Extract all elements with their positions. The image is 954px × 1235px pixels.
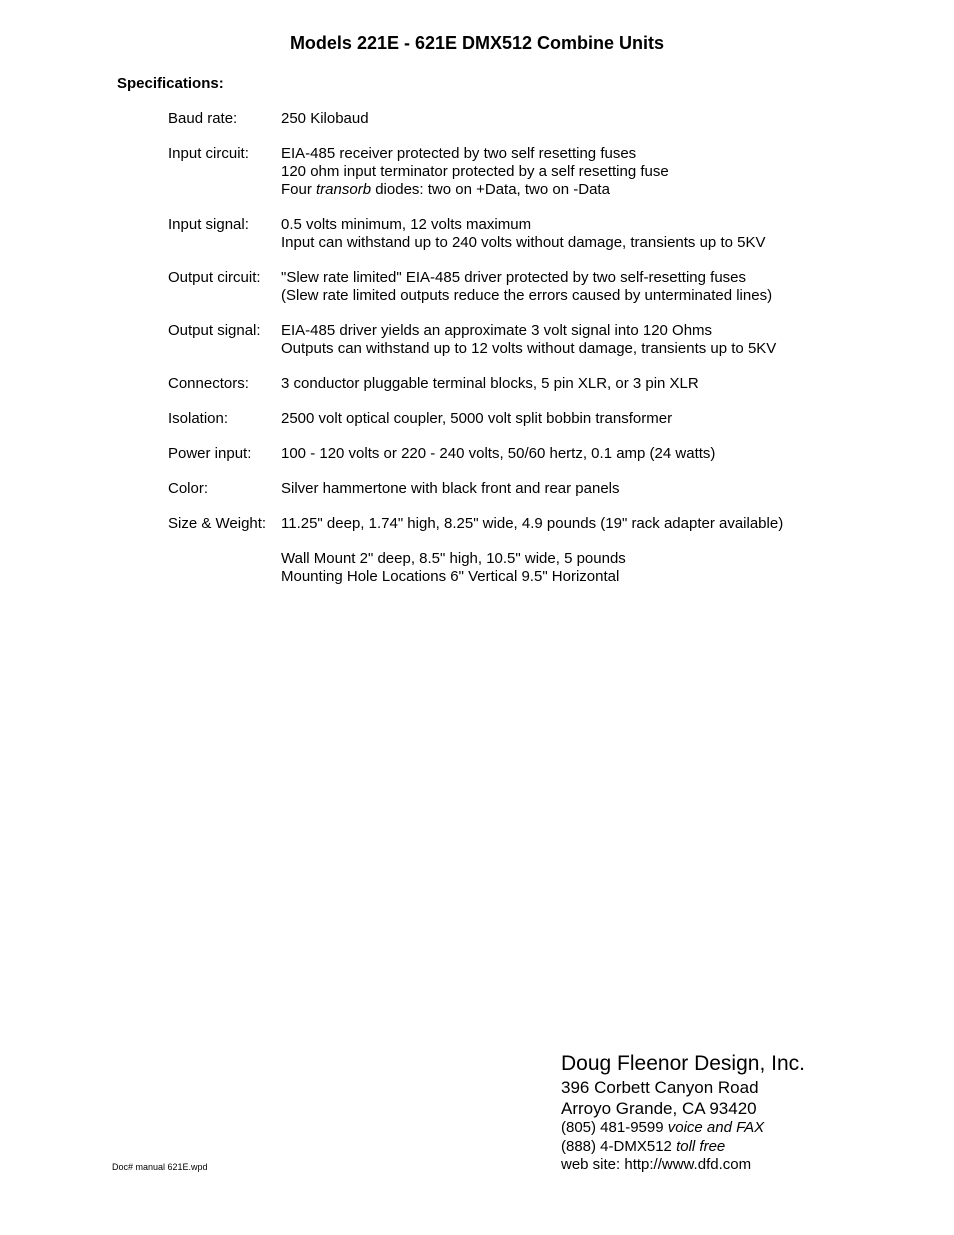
spec-value: Silver hammertone with black front and rear panels [281, 480, 620, 497]
doc-reference: Doc# manual 621E.wpd [112, 1162, 208, 1172]
spec-label: Power input: [168, 445, 252, 462]
spec-value: Input can withstand up to 240 volts without damage, transients up to 5KV [281, 234, 766, 251]
spec-value: EIA-485 receiver protected by two self resetting fuses [281, 145, 637, 162]
spec-label [168, 550, 281, 586]
spec-row-output-signal [168, 322, 928, 358]
spec-value: "Slew rate limited" EIA-485 driver protected by two self-resetting fuses [281, 269, 747, 286]
spec-value: 0.5 volts minimum, 12 volts maximum [281, 216, 532, 233]
spec-label: Input signal: [168, 216, 249, 233]
spec-label: Isolation: [168, 410, 229, 427]
company-info [561, 1051, 805, 1175]
spec-value: 11.25" deep, 1.74" high, 8.25" wide, 4.9 pounds (19" rack adapter available) [281, 515, 784, 532]
company-name: Doug Fleenor Design, Inc. [561, 1052, 805, 1075]
spec-value: (Slew rate limited outputs reduce the errors caused by unterminated lines) [281, 287, 773, 304]
spec-row-isolation [168, 410, 928, 428]
company-website: web site: http://www.dfd.com [561, 1156, 752, 1173]
spec-row-color [168, 480, 928, 498]
spec-value: Four transorb diodes: two on +Data, two on -Data [281, 181, 610, 198]
phone-note: toll free [676, 1137, 726, 1155]
spec-row-connectors [168, 375, 928, 393]
company-phone-2 [561, 1138, 805, 1157]
page-title: Models 221E - 621E DMX512 Combine Units [289, 33, 665, 53]
spec-value: 3 conductor pluggable terminal blocks, 5 pin XLR, or 3 pin XLR [281, 375, 699, 392]
company-phone-1 [561, 1119, 805, 1138]
phone-number: (805) 481-9599 [561, 1119, 664, 1136]
spec-label: Input circuit: [168, 145, 249, 162]
italic-term: transorb [316, 181, 372, 198]
spec-row-input-signal [168, 216, 928, 252]
spec-label: Size & Weight: [168, 515, 267, 532]
spec-value: Outputs can withstand up to 12 volts without damage, transients up to 5KV [281, 340, 777, 357]
spec-row-size-weight [168, 515, 928, 533]
spec-label: Connectors: [168, 375, 249, 392]
spec-value: Wall Mount 2" deep, 8.5" high, 10.5" wide, 5 pounds [281, 550, 626, 567]
spec-label: Output circuit: [168, 269, 261, 286]
phone-number: (888) 4-DMX512 [561, 1137, 672, 1155]
section-heading: Specifications: [117, 75, 224, 92]
spec-list [168, 110, 928, 603]
spec-label: Color: [168, 480, 209, 497]
company-city: Arroyo Grande, CA 93420 [561, 1099, 757, 1118]
spec-row-output-circuit [168, 269, 928, 305]
spec-label: Baud rate: [168, 110, 238, 127]
spec-value: 120 ohm input terminator protected by a self resetting fuse [281, 163, 669, 180]
spec-value: EIA-485 driver yields an approximate 3 volt signal into 120 Ohms [281, 322, 713, 339]
spec-row-power-input [168, 445, 928, 463]
spec-value: 2500 volt optical coupler, 5000 volt split bobbin transformer [281, 410, 673, 427]
spec-row-wall-mount [168, 550, 928, 586]
spec-value: 250 Kilobaud [281, 110, 369, 127]
spec-row-input-circuit [168, 145, 928, 199]
company-street: 396 Corbett Canyon Road [561, 1078, 759, 1097]
spec-label: Output signal: [168, 322, 261, 339]
phone-note: voice and FAX [667, 1119, 765, 1136]
spec-value: Mounting Hole Locations 6" Vertical 9.5" Horizontal [281, 568, 620, 585]
spec-row-baud-rate [168, 110, 928, 128]
spec-value: 100 - 120 volts or 220 - 240 volts, 50/60 hertz, 0.1 amp (24 watts) [281, 445, 716, 462]
